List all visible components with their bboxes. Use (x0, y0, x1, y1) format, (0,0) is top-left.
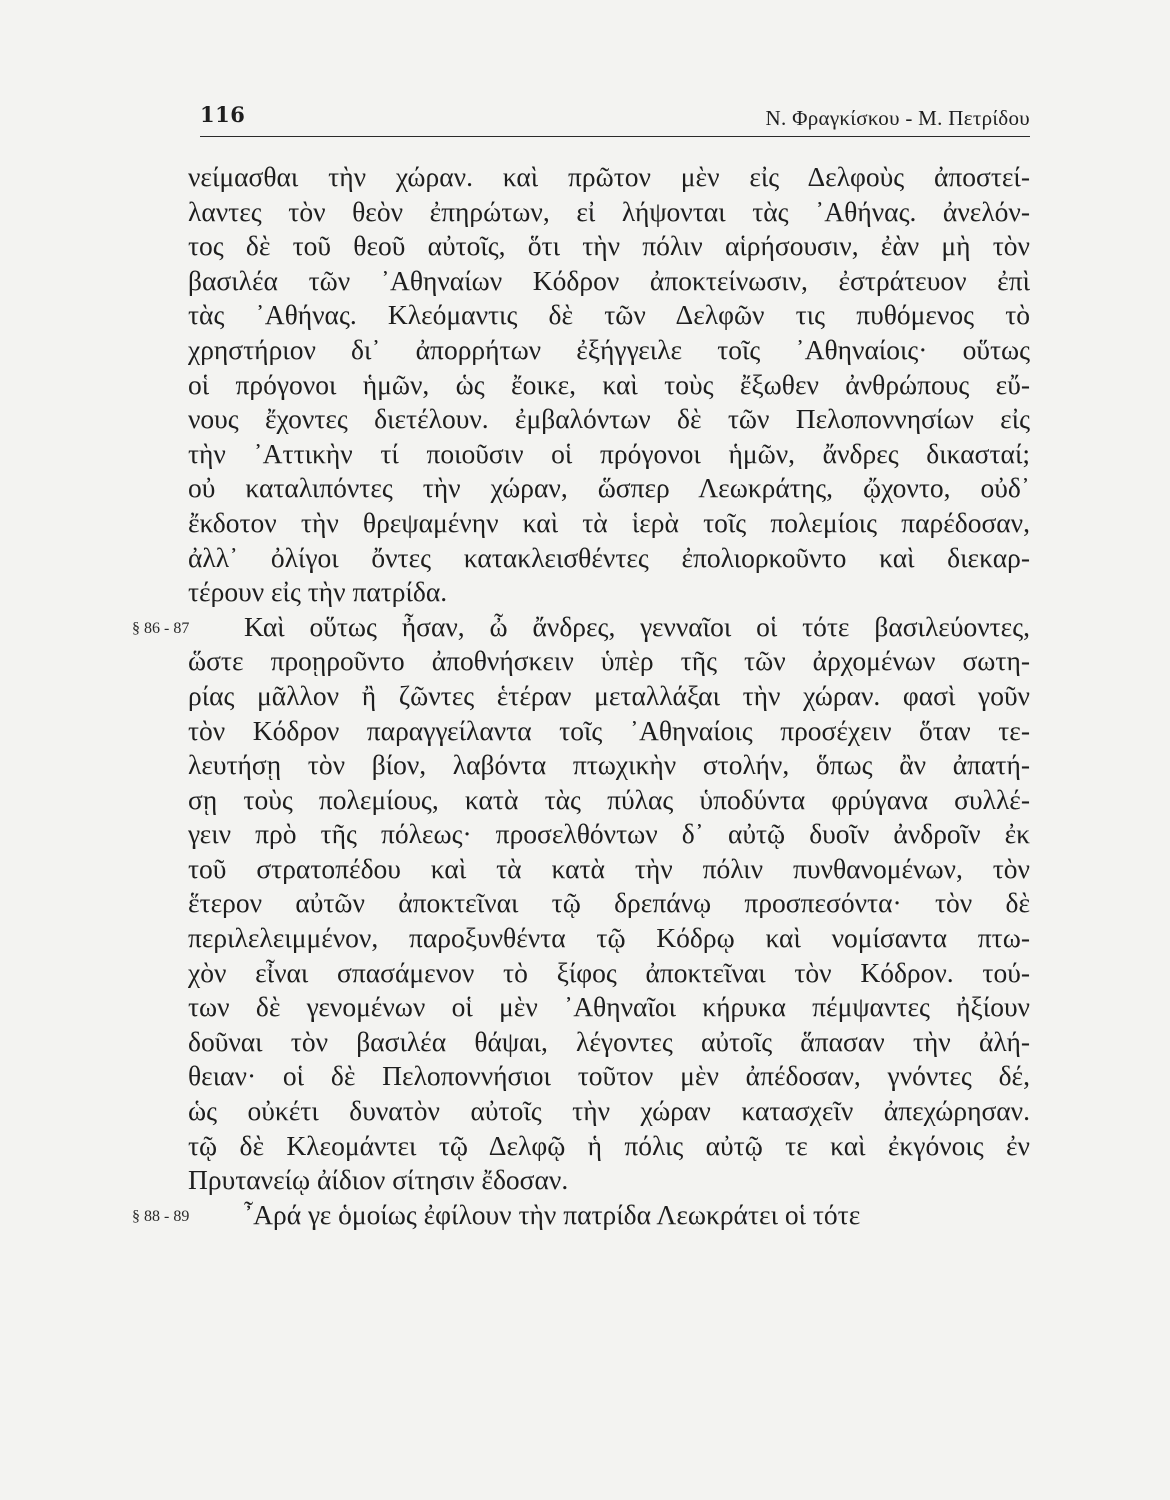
text-line: νους ἔχοντες διετέλουν. ἐμβαλόντων δὲ τῶν Πελοποννησίων εἰς (188, 403, 1030, 435)
text-line: τος δὲ τοῦ θεοῦ αὐτοῖς, ὅτι τὴν πόλιν αἱρήσουσιν, ἐὰν μὴ τὸν (188, 230, 1030, 262)
page-number: 116 (200, 102, 246, 127)
text-line: Πρυτανείῳ ἀίδιον σίτησιν ἔδοσαν. (188, 1164, 569, 1196)
text-line: ἕτερον αὐτῶν ἀποκτεῖναι τῷ δρεπάνῳ προσπεσόντα· τὸν δὲ (188, 887, 1030, 919)
text-line: περιλελειμμένον, παροξυνθέντα τῷ Κόδρῳ καὶ νομίσαντα πτω- (188, 922, 1030, 954)
text-line: ἀλλ᾿ ὀλίγοι ὄντες κατακλεισθέντες ἐπολιορκοῦντο καὶ διεκαρ- (188, 541, 1030, 573)
paragraph-first-line (132, 610, 1030, 645)
text-line: τὰς ᾿Αθήνας. Κλεόμαντις δὲ τῶν Δελφῶν τις πυθόμενος τὸ (188, 299, 1030, 331)
text-line: οὐ καταλιπόντες τὴν χώραν, ὥσπερ Λεωκράτης, ᾤχοντο, οὐδ᾿ (188, 472, 1030, 504)
text-line: τῷ δὲ Κλεομάντει τῷ Δελφῷ ἡ πόλις αὐτῷ τε καὶ ἐκγόνοις ἐν (188, 1129, 1030, 1161)
text-line: δοῦναι τὸν βασιλέα θάψαι, λέγοντες αὐτοῖς ἅπασαν τὴν ἀλή- (188, 1025, 1030, 1057)
text-line: τέρουν εἰς τὴν πατρίδα. (188, 576, 448, 608)
text-line-content: Καὶ οὕτως ἦσαν, ὦ ἄνδρες, γενναῖοι οἱ τότε βασιλεύοντες, (244, 610, 1030, 642)
running-header (200, 100, 1030, 137)
text-line: νείμασθαι τὴν χώραν. καὶ πρῶτον μὲν εἰς Δελφοὺς ἀποστεί- (188, 161, 1030, 192)
text-line: των δὲ γενομένων οἱ μὲν ᾿Αθηναῖοι κήρυκα πέμψαντες ἠξίουν (188, 991, 1030, 1023)
text-line: λευτήσῃ τὸν βίον, λαβόντα πτωχικὴν στολήν, ὅπως ἂν ἀπατή- (188, 749, 1030, 781)
text-line: βασιλέα τῶν ᾿Αθηναίων Κόδρον ἀποκτείνωσιν, ἐστράτευον ἐπὶ (188, 264, 1030, 296)
text-line: οἱ πρόγονοι ἡμῶν, ὡς ἔοικε, καὶ τοὺς ἔξωθεν ἀνθρώπους εὔ- (188, 368, 1030, 400)
margin-section-note: § 88 - 89 (132, 1207, 190, 1225)
margin-section-note: § 86 - 87 (132, 619, 190, 637)
text-line: χρηστήριον δι᾿ ἀπορρήτων ἐξήγγειλε τοῖς ᾿Αθηναίοις· οὕτως (188, 333, 1030, 365)
text-line: ἔκδοτον τὴν θρεψαμένην καὶ τὰ ἱερὰ τοῖς πολεμίοις παρέδοσαν, (188, 506, 1030, 538)
text-line: τὸν Κόδρον παραγγείλαντα τοῖς ᾿Αθηναίοις προσέχειν ὅταν τε- (188, 714, 1030, 746)
text-line: γειν πρὸ τῆς πόλεως· προσελθόντων δ᾿ αὐτῷ δυοῖν ἀνδροῖν ἐκ (188, 818, 1030, 850)
text-line: ὡς οὐκέτι δυνατὸν αὐτοῖς τὴν χώραν κατασχεῖν ἀπεχώρησαν. (188, 1095, 1030, 1127)
text-line: λαντες τὸν θεὸν ἐπηρώτων, εἰ λήψονται τὰς ᾿Αθήνας. ἀνελόν- (188, 195, 1030, 227)
text-line: τοῦ στρατοπέδου καὶ τὰ κατὰ τὴν πόλιν πυνθανομένων, τὸν (188, 852, 1030, 884)
text-line: ρίας μᾶλλον ἢ ζῶντες ἑτέραν μεταλλάξαι τὴν χώραν. φασὶ γοῦν (188, 679, 1030, 711)
text-line: σῃ τοὺς πολεμίους, κατὰ τὰς πύλας ὑποδύντα φρύγανα συλλέ- (188, 783, 1030, 815)
text-line: θειαν· οἱ δὲ Πελοποννήσιοι τοῦτον μὲν ἀπέδοσαν, γνόντες δέ, (188, 1060, 1030, 1092)
body-text (132, 160, 1030, 1232)
text-line: ὥστε προῃροῦντο ἀποθνήσκειν ὑπὲρ τῆς τῶν ἀρχομένων σωτη- (188, 645, 1030, 677)
text-line-content: ῏Αρά γε ὁμοίως ἐφίλουν τὴν πατρίδα Λεωκράτει οἱ τότε (244, 1198, 861, 1230)
paragraph-first-line (132, 1198, 1030, 1233)
text-line: τὴν ᾿Αττικὴν τί ποιοῦσιν οἱ πρόγονοι ἡμῶν, ἄνδρες δικασταί; (188, 437, 1030, 469)
header-title: Ν. Φραγκίσκου - Μ. Πετρίδου (765, 106, 1030, 130)
text-line: χὸν εἶναι σπασάμενον τὸ ξίφος ἀποκτεῖναι τὸν Κόδρον. τού- (188, 956, 1030, 988)
